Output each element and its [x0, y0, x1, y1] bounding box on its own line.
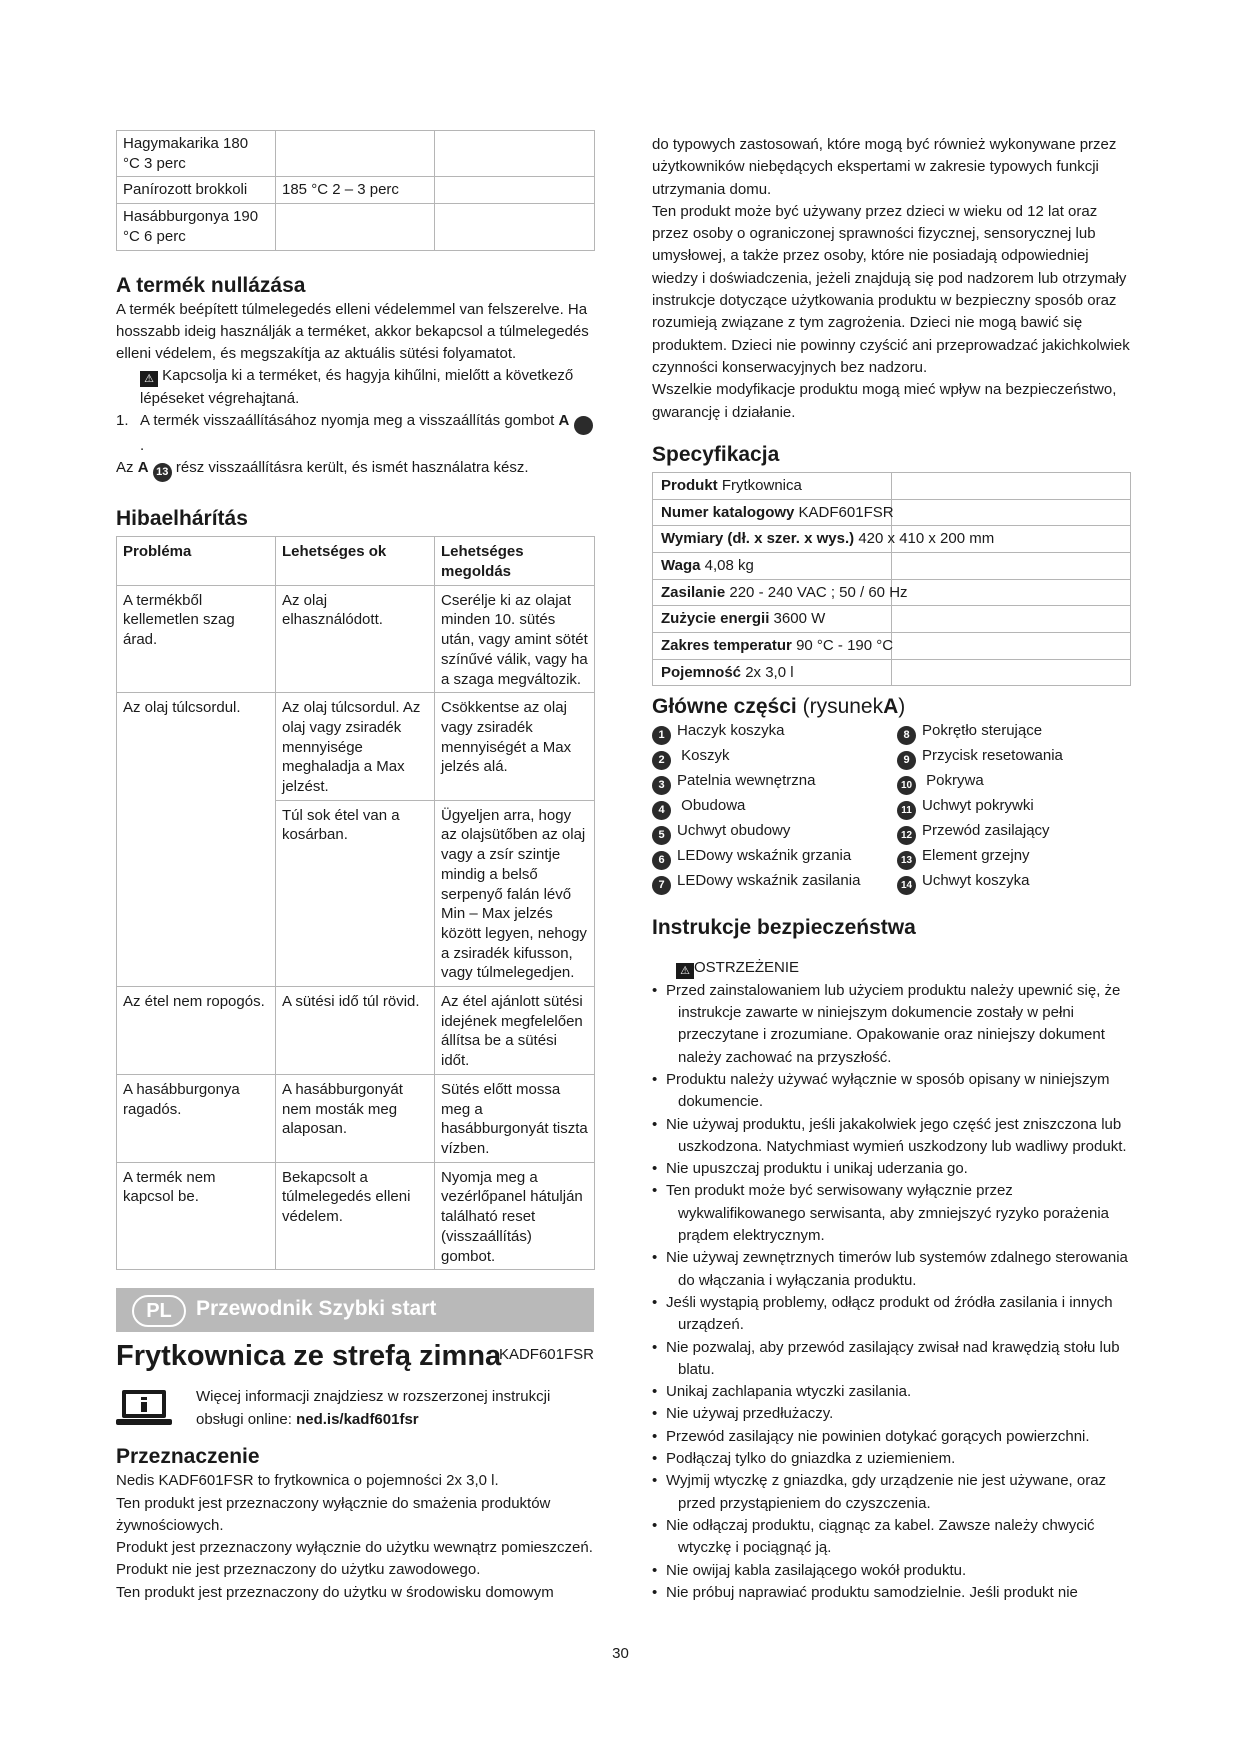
spec-row — [653, 552, 1131, 579]
part-item — [652, 870, 897, 895]
table-cell: Sütés előtt mossa meg a hasábburgonyát tiszta vízben. — [435, 1074, 595, 1162]
result-letter: A — [137, 459, 149, 477]
table-row — [117, 177, 595, 204]
reset-caution — [116, 365, 594, 410]
table-cell — [276, 131, 435, 177]
part-name: Przewód zasilający — [922, 822, 1050, 840]
warning-label-row — [652, 957, 1130, 979]
parts-heading-close: ) — [898, 695, 906, 719]
part-name: Patelnia wewnętrzna — [677, 772, 816, 790]
reset-heading: A termék nullázása — [116, 273, 306, 297]
part-item — [652, 720, 897, 745]
result-prefix: Az — [116, 459, 134, 477]
reset-button-ref-icon: 9 — [574, 416, 593, 435]
cooking-time-table — [116, 130, 595, 251]
part-number-icon: 4 — [652, 801, 671, 820]
safety-item-text: • Nie upuszczaj produktu i unikaj uderzania go. — [666, 1160, 968, 1178]
table-cell: Az olaj elhasználódott. — [276, 585, 435, 693]
part-item — [897, 845, 1130, 870]
part-name: Uchwyt obudowy — [677, 822, 791, 840]
safety-item — [652, 1292, 1130, 1337]
table-row — [117, 585, 595, 693]
left-column — [116, 130, 594, 1604]
spec-label: Pojemność — [661, 663, 742, 681]
table-row — [117, 1162, 595, 1270]
part-number-icon: 6 — [652, 851, 671, 870]
safety-item — [652, 1515, 1130, 1560]
table-cell — [117, 800, 276, 986]
laptop-info-icon — [116, 1388, 172, 1428]
quickstart-banner — [116, 1288, 594, 1332]
product-title: Frytkownica ze strefą zimna — [116, 1340, 502, 1373]
spec-label: Produkt — [661, 476, 718, 494]
spec-row — [653, 579, 1131, 606]
right-column — [652, 134, 1130, 1604]
table-cell: A termékből kellemetlen szag árad. — [117, 585, 276, 693]
safety-item-text: • Nie pozwalaj, aby przewód zasilający zwisał nad krawędzią stołu lub blatu. — [666, 1338, 1120, 1378]
part-number-icon: 1 — [652, 726, 671, 745]
safety-item — [652, 1337, 1130, 1382]
info-text: Więcej informacji znajdziesz w rozszerzonej instrukcji obsługi online: — [196, 1388, 551, 1428]
warning-icon: ⚠ — [676, 963, 694, 979]
table-cell: Bekapcsolt a túlmelegedés elleni védelem. — [276, 1162, 435, 1270]
troubleshooting-heading: Hibaelhárítás — [116, 507, 248, 531]
product-title-row — [116, 1338, 594, 1378]
intended-use-text — [652, 134, 1130, 424]
part-number-icon: 3 — [652, 776, 671, 795]
safety-item — [652, 1426, 1130, 1448]
part-item — [652, 745, 897, 770]
spec-value: Frytkownica — [721, 476, 802, 494]
safety-item-text: • Ten produkt może być serwisowany wyłącznie przez wykwalifikowanego serwisanta, aby zmniejszyć ryzyko porażenia prądem elektrycznym. — [666, 1182, 1110, 1245]
spec-label: Numer katalogowy — [661, 503, 795, 521]
result-text: rész visszaállításra került, és ismét használatra kész. — [175, 459, 529, 477]
safety-item-text: • Nie używaj produktu, jeśli jakakolwiek jego część jest zniszczona lub uszkodzona. Natychmiast wymień uszkodzony lub wadliwy produkt. — [666, 1115, 1127, 1155]
part-item — [897, 870, 1130, 895]
intended-use-paragraph: Ten produkt może być używany przez dzieci w wieku od 12 lat oraz przez osoby o ograniczonej sprawności fizycznej, sensorycznej lub umysłowej, a także przez osoby, które nie posiadają odpowiedniej wiedzy i doświadczenia, jeżeli znajdują się pod nadzorem lub otrzymały instrukcje dotyczące użytkowania produktu w bezpieczny sposób oraz rozumieją związane z tym zagrożenia. Dzieci nie mogą bawić się produktem. Dzieci nie powinny czyścić ani przeprowadzać jakichkolwiek czynności konserwacyjnych bez nadzoru. — [652, 202, 1130, 376]
safety-item — [652, 1114, 1130, 1159]
table-row — [117, 800, 595, 986]
part-number-icon: 5 — [652, 826, 671, 845]
safety-item-text: • Nie owijaj kabla zasilającego wokół produktu. — [666, 1561, 967, 1579]
step-number: 1. — [116, 412, 129, 429]
part-name: Element grzejny — [922, 847, 1030, 865]
spec-label: Wymiary (dł. x szer. x wys.) — [661, 530, 855, 548]
header-problem: Probléma — [117, 537, 276, 585]
safety-item-text: • Podłączaj tylko do gniazdka z uziemieniem. — [666, 1450, 956, 1468]
table-cell: Túl sok étel van a kosárban. — [276, 800, 435, 986]
spec-value: 2x 3,0 l — [745, 663, 794, 681]
spec-empty-cell — [892, 552, 1131, 579]
warning-icon: ⚠ — [140, 371, 158, 387]
table-row — [117, 693, 595, 801]
parts-heading-bold: Główne części — [652, 695, 797, 719]
table-cell: 185 °C 2 – 3 perc — [276, 177, 435, 204]
spec-label: Waga — [661, 556, 701, 574]
part-number-icon: 7 — [652, 876, 671, 895]
part-name: Pokrętło sterujące — [922, 722, 1043, 740]
spec-row — [653, 633, 1131, 660]
safety-item-text: • Nie używaj przedłużaczy. — [666, 1405, 834, 1423]
safety-item — [652, 1381, 1130, 1403]
part-name: LEDowy wskaźnik grzania — [677, 847, 852, 865]
safety-item — [652, 1448, 1130, 1470]
spec-cell — [653, 579, 908, 606]
part-number-icon: 10 — [897, 776, 916, 795]
spec-empty-cell — [892, 472, 1131, 499]
parts-heading-normal: (rysunek — [802, 695, 884, 719]
heating-element-ref-icon: 13 — [153, 463, 172, 482]
spec-row — [653, 606, 1131, 633]
part-number-icon: 14 — [897, 876, 916, 895]
part-item — [897, 820, 1130, 845]
spec-value: 3600 W — [773, 610, 826, 628]
manual-link[interactable]: ned.is/kadf601fsr — [296, 1410, 419, 1428]
troubleshooting-table — [116, 536, 595, 1270]
safety-item-text: • Jeśli wystąpią problemy, odłącz produkt od źródła zasilania i innych urządzeń. — [666, 1293, 1113, 1334]
part-item — [897, 745, 1130, 770]
safety-item-text: • Nie próbuj naprawiać produktu samodzielnie. Jeśli produkt nie — [666, 1583, 1078, 1601]
safety-item — [652, 1069, 1130, 1114]
online-info-text — [196, 1386, 594, 1431]
table-cell: Hasábburgonya 190 °C 6 perc — [117, 204, 276, 250]
spec-label: Zużycie energii — [661, 610, 770, 628]
safety-heading: Instrukcje bezpieczeństwa — [652, 916, 916, 940]
spec-value: 420 x 410 x 200 mm — [858, 530, 995, 548]
safety-item-text: • Przewód zasilający nie powinien dotykać gorących powierzchni. — [666, 1427, 1090, 1445]
part-number-icon: 8 — [897, 726, 916, 745]
spec-label: Zakres temperatur — [661, 637, 792, 655]
spec-heading: Specyfikacja — [652, 442, 780, 466]
table-cell: Az olaj túlcsordul. Az olaj vagy zsiradék mennyisége meghaladja a Max jelzést. — [276, 693, 435, 801]
part-item — [652, 820, 897, 845]
table-cell — [435, 131, 595, 177]
table-cell — [435, 204, 595, 250]
spec-empty-cell — [892, 499, 1131, 526]
reset-intro: A termék beépített túlmelegedés elleni védelemmel van felszerelve. Ha hosszabb ideig használják a terméket, akkor bekapcsol a túlmelegedés elleni védelem, és megszakítja az aktuális sütési folyamatot. — [116, 300, 589, 363]
table-cell: Csökkentse az olaj vagy zsiradék mennyiségét a Max jelzés alá. — [435, 693, 595, 801]
safety-item-text: • Przed zainstalowaniem lub użyciem produktu należy upewnić się, że instrukcje zawarte w niniejszym dokumencie zostały w pełni przeczytane i zrozumiane. Opakowanie oraz niniejszy dokument należy zachować na przyszłość. — [666, 981, 1121, 1066]
header-solution: Lehetséges megoldás — [435, 537, 595, 585]
part-item — [652, 845, 897, 870]
table-cell: Az olaj túlcsordul. — [117, 693, 276, 801]
part-item — [652, 770, 897, 795]
table-cell: Az étel nem ropogós. — [117, 987, 276, 1075]
spec-value: 90 °C - 190 °C — [796, 637, 894, 655]
table-cell — [435, 177, 595, 204]
header-cause: Lehetséges ok — [276, 537, 435, 585]
safety-item — [652, 1470, 1130, 1515]
parts-heading-letter: A — [883, 695, 899, 719]
part-number-icon: 11 — [897, 801, 916, 820]
part-name: Koszyk — [677, 747, 730, 765]
purpose-text — [116, 1470, 594, 1604]
part-number-icon: 9 — [897, 751, 916, 770]
part-item — [897, 795, 1130, 820]
purpose-paragraph: Produkt jest przeznaczony wyłącznie do użytku wewnątrz pomieszczeń. — [116, 1539, 593, 1557]
purpose-paragraph: Produkt nie jest przeznaczony do użytku zawodowego. — [116, 1561, 481, 1579]
spec-value: 4,08 kg — [704, 556, 754, 574]
spec-value: 220 - 240 VAC ; 50 / 60 Hz — [729, 583, 908, 601]
spec-empty-cell — [892, 659, 1131, 686]
safety-item — [652, 1247, 1130, 1292]
part-name: Przycisk resetowania — [922, 747, 1063, 765]
part-item — [652, 795, 897, 820]
safety-item-text: • Unikaj zachlapania wtyczki zasilania. — [666, 1383, 912, 1401]
reset-step — [116, 410, 594, 457]
table-cell: A hasábburgonya ragadós. — [117, 1074, 276, 1162]
spec-row — [653, 526, 1131, 553]
online-info — [116, 1386, 594, 1436]
step-ref-letter: A — [558, 412, 570, 429]
part-name: LEDowy wskaźnik zasilania — [677, 872, 861, 890]
intended-use-paragraph: Wszelkie modyfikacje produktu mogą mieć wpływ na bezpieczeństwo, gwarancję i działanie. — [652, 381, 1117, 421]
safety-list — [652, 980, 1130, 1604]
safety-item — [652, 1582, 1130, 1604]
safety-item — [652, 1560, 1130, 1582]
spec-table — [652, 472, 1131, 687]
page-number: 30 — [612, 1645, 629, 1662]
safety-item — [652, 1158, 1130, 1180]
spec-empty-cell — [892, 606, 1131, 633]
table-cell — [276, 204, 435, 250]
spec-label: Zasilanie — [661, 583, 726, 601]
table-row — [117, 1074, 595, 1162]
spec-row — [653, 472, 1131, 499]
part-name: Uchwyt koszyka — [922, 872, 1030, 890]
part-name: Obudowa — [677, 797, 746, 815]
spec-row — [653, 499, 1131, 526]
table-cell: A termék nem kapcsol be. — [117, 1162, 276, 1270]
parts-heading — [652, 694, 1130, 720]
purpose-paragraph: Ten produkt jest przeznaczony wyłącznie do smażenia produktów żywnościowych. — [116, 1494, 551, 1534]
safety-item-text: • Produktu należy używać wyłącznie w sposób opisany w niniejszym dokumencie. — [666, 1070, 1110, 1111]
part-number-icon: 2 — [652, 751, 671, 770]
table-cell: Panírozott brokkoli — [117, 177, 276, 204]
spec-cell — [653, 659, 892, 686]
reset-result — [116, 457, 594, 482]
table-row — [117, 131, 595, 177]
part-item — [897, 720, 1130, 745]
part-name: Pokrywa — [922, 772, 984, 790]
part-name: Haczyk koszyka — [677, 722, 785, 740]
step-text: A termék visszaállításához nyomja meg a visszaállítás gombot — [140, 412, 555, 429]
table-cell: Az étel ajánlott sütési idejének megfelelően állítsa be a sütési időt. — [435, 987, 595, 1075]
intended-use-paragraph: do typowych zastosowań, które mogą być również wykonywane przez użytkowników niebędących ekspertami w zakresie typowych funkcji utrzymania domu. — [652, 136, 1117, 198]
spec-cell — [653, 472, 892, 499]
safety-item — [652, 1180, 1130, 1247]
part-name: Uchwyt pokrywki — [922, 797, 1034, 815]
spec-cell — [653, 499, 892, 526]
safety-item-text: • Wyjmij wtyczkę z gniazdka, gdy urządzenie nie jest używane, oraz przed przystąpieniem do czyszczenia. — [666, 1472, 1107, 1512]
table-cell: Nyomja meg a vezérlőpanel hátulján található reset (visszaállítás) gombot. — [435, 1162, 595, 1270]
reset-caution-text: Kapcsolja ki a terméket, és hagyja kihűlni, mielőtt a következő lépéseket végrehajtaná. — [140, 367, 574, 407]
spec-cell — [653, 606, 892, 633]
table-cell: A sütési idő túl rövid. — [276, 987, 435, 1075]
table-cell: Hagymakarika 180 °C 3 perc — [117, 131, 276, 177]
spec-cell — [653, 633, 892, 660]
safety-item — [652, 1403, 1130, 1425]
purpose-paragraph: Ten produkt jest przeznaczony do użytku w środowisku domowym — [116, 1583, 554, 1601]
table-cell: Cserélje ki az olajat minden 10. sütés után, vagy amint sötét színűvé válik, vagy ha a szaga megváltozik. — [435, 585, 595, 693]
table-cell: A hasábburgonyát nem mosták meg alaposan. — [276, 1074, 435, 1162]
banner-title: Przewodnik Szybki start — [196, 1297, 437, 1321]
table-row — [117, 987, 595, 1075]
parts-list — [652, 720, 1130, 895]
spec-value: KADF601FSR — [798, 503, 894, 521]
part-number-icon: 12 — [897, 826, 916, 845]
safety-item-text: • Nie używaj zewnętrznych timerów lub systemów zdalnego sterowania do włączania i wyłączania produktu. — [666, 1249, 1128, 1289]
language-badge: PL — [132, 1295, 186, 1327]
spec-row — [653, 659, 1131, 686]
spec-cell — [653, 526, 995, 553]
warning-label: OSTRZEŻENIE — [694, 959, 800, 977]
model-number: KADF601FSR — [498, 1346, 594, 1364]
part-number-icon: 13 — [897, 851, 916, 870]
part-item — [897, 770, 1130, 795]
safety-item-text: • Nie odłączaj produktu, ciągnąc za kabel. Zawsze należy chwycić wtyczkę i pociągnąć ją. — [666, 1516, 1095, 1557]
table-row — [117, 204, 595, 250]
spec-empty-cell — [892, 579, 1131, 606]
step-end: . — [140, 437, 145, 454]
safety-item — [652, 980, 1130, 1069]
purpose-heading: Przeznaczenie — [116, 1445, 260, 1469]
spec-cell — [653, 552, 892, 579]
purpose-paragraph: Nedis KADF601FSR to frytkownica o pojemności 2x 3,0 l. — [116, 1472, 499, 1490]
table-cell: Ügyeljen arra, hogy az olajsütőben az olaj vagy a zsír szintje mindig a belső serpenyő falán lévő Min – Max jelzés között legyen, nehogy a zsiradék kifusson, vagy túlmelegedjen. — [435, 800, 595, 986]
spec-empty-cell — [892, 633, 1131, 660]
